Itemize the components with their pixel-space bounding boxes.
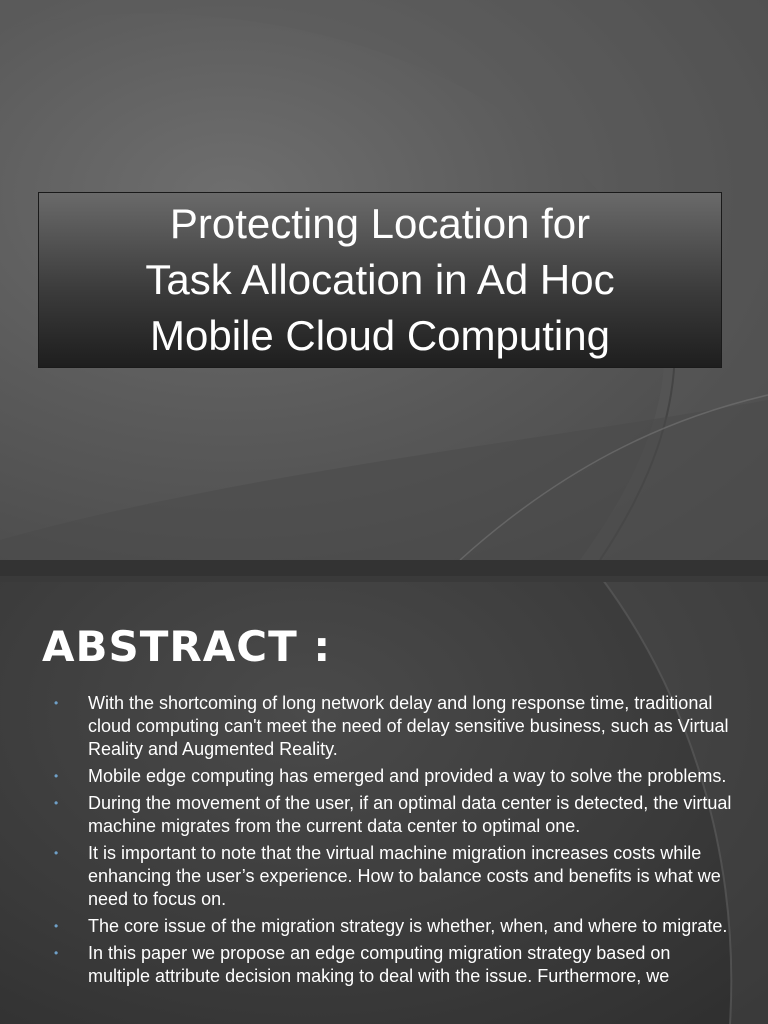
bullet-icon: • (54, 796, 59, 810)
bullet-text: With the shortcoming of long network delay and long response time, traditional cloud computing can't meet the need of delay sensitive business, such as Virtual Reality and Augmented Reality. (88, 693, 729, 759)
bullet-icon: • (54, 919, 59, 933)
bullet-icon: • (54, 769, 59, 783)
title-box (38, 192, 722, 368)
bullet-text: In this paper we propose an edge computing migration strategy based on multiple attribute decision making to deal with the issue. Furthermore, we (88, 943, 671, 986)
bullet-text: The core issue of the migration strategy is whether, when, and where to migrate. (88, 916, 728, 936)
bullet-text: Mobile edge computing has emerged and provided a way to solve the problems. (88, 766, 727, 786)
abstract-bullet-list (52, 692, 732, 992)
list-item (52, 942, 732, 988)
bullet-icon: • (54, 946, 59, 960)
list-item (52, 692, 732, 761)
list-item (52, 842, 732, 911)
list-item (52, 915, 732, 938)
bullet-icon: • (54, 696, 59, 710)
bullet-text: During the movement of the user, if an optimal data center is detected, the virtual machine migrates from the current data center to optimal one. (88, 793, 732, 836)
bullet-text: It is important to note that the virtual machine migration increases costs while enhancing the user’s experience. How to balance costs and benefits is what we need to focus on. (88, 843, 721, 909)
slide-separator (0, 560, 768, 576)
list-item (52, 765, 732, 788)
list-item (52, 792, 732, 838)
bullet-icon: • (54, 846, 59, 860)
abstract-heading: ABSTRACT : (42, 622, 332, 671)
slide-title: Protecting Location for Task Allocation in Ad Hoc Mobile Cloud Computing (145, 200, 615, 359)
